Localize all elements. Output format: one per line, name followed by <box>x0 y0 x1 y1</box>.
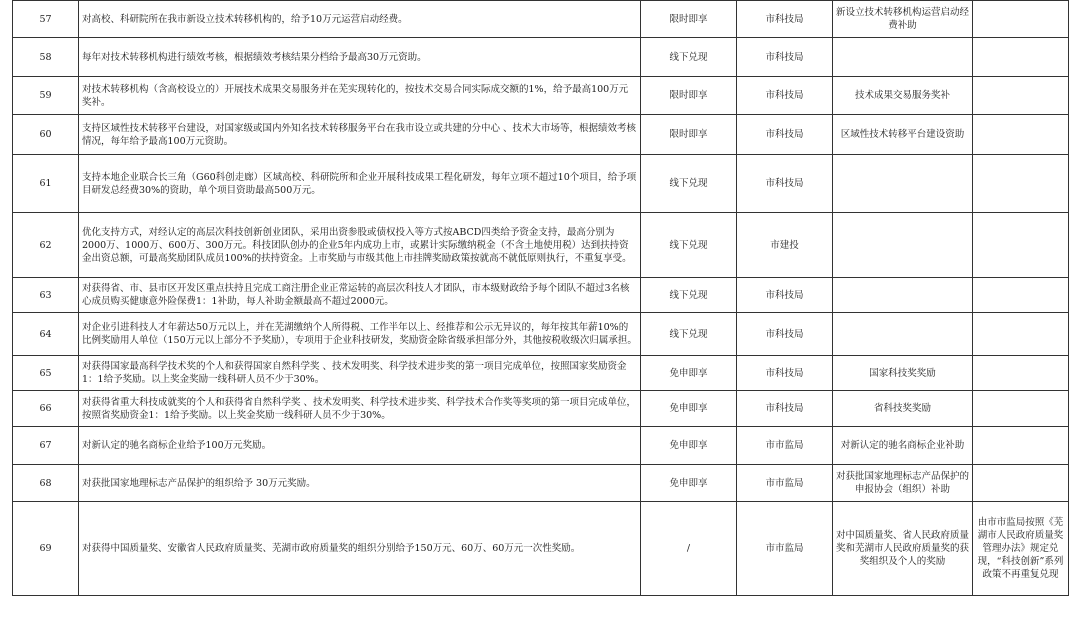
row-item-name <box>833 278 973 313</box>
row-note <box>973 391 1069 427</box>
table-row <box>13 115 1069 155</box>
row-note <box>973 77 1069 115</box>
row-note <box>973 38 1069 77</box>
row-department: 市市监局 <box>737 427 833 465</box>
row-note <box>973 427 1069 465</box>
row-number: 63 <box>13 278 79 313</box>
table-row <box>13 38 1069 77</box>
row-number: 61 <box>13 155 79 213</box>
row-note <box>973 278 1069 313</box>
row-number: 60 <box>13 115 79 155</box>
row-note <box>973 313 1069 356</box>
row-mode: 限时即享 <box>641 1 737 38</box>
row-number: 59 <box>13 77 79 115</box>
row-number: 66 <box>13 391 79 427</box>
row-description: 对获得国家最高科学技术奖的个人和获得国家自然科学奖 、技术发明奖、科学技术进步奖的第一项目完成单位，按照国家奖励资金1：1给予奖励。以上奖金奖励一线科研人员不少于30%。 <box>79 356 641 391</box>
row-note <box>973 155 1069 213</box>
row-mode: 线下兑现 <box>641 313 737 356</box>
row-department: 市科技局 <box>737 155 833 213</box>
row-description: 对技术转移机构（含高校设立的）开展技术成果交易服务并在芜实现转化的，按技术交易合同实际成交额的1%，给予最高100万元奖补。 <box>79 77 641 115</box>
row-department: 市市监局 <box>737 502 833 596</box>
row-number: 57 <box>13 1 79 38</box>
row-item-name: 技术成果交易服务奖补 <box>833 77 973 115</box>
row-mode: 线下兑现 <box>641 155 737 213</box>
row-item-name <box>833 38 973 77</box>
row-note <box>973 213 1069 278</box>
row-description: 对获批国家地理标志产品保护的组织给予 30万元奖励。 <box>79 465 641 502</box>
table-row <box>13 427 1069 465</box>
row-description: 支持本地企业联合长三角（G60科创走廊）区域高校、科研院所和企业开展科技成果工程化研发，每年立项不超过10个项目，给予项目研发总经费30%的资助，单个项目资助最高500万元。 <box>79 155 641 213</box>
row-mode: 线下兑现 <box>641 213 737 278</box>
row-item-name <box>833 313 973 356</box>
row-item-name: 对新认定的驰名商标企业补助 <box>833 427 973 465</box>
table-row <box>13 278 1069 313</box>
row-mode: 限时即享 <box>641 115 737 155</box>
row-number: 68 <box>13 465 79 502</box>
row-number: 67 <box>13 427 79 465</box>
row-description: 对新认定的驰名商标企业给予100万元奖励。 <box>79 427 641 465</box>
row-item-name: 国家科技奖奖励 <box>833 356 973 391</box>
table-row <box>13 77 1069 115</box>
table-row <box>13 1 1069 38</box>
row-item-name: 新设立技术转移机构运营启动经费补助 <box>833 1 973 38</box>
row-department: 市科技局 <box>737 38 833 77</box>
row-number: 65 <box>13 356 79 391</box>
row-note: 由市市监局按照《芜湖市人民政府质量奖管理办法》规定兑现，“科技创新”系列政策不再重复兑现 <box>973 502 1069 596</box>
policy-table <box>12 0 1069 596</box>
row-description: 对高校、科研院所在我市新设立技术转移机构的，给予10万元运营启动经费。 <box>79 1 641 38</box>
row-item-name: 省科技奖奖励 <box>833 391 973 427</box>
row-number: 58 <box>13 38 79 77</box>
table-row <box>13 213 1069 278</box>
row-description: 每年对技术转移机构进行绩效考核，根据绩效考核结果分档给予最高30万元资助。 <box>79 38 641 77</box>
row-number: 62 <box>13 213 79 278</box>
row-mode: / <box>641 502 737 596</box>
table-row <box>13 502 1069 596</box>
row-item-name: 区域性技术转移平台建设资助 <box>833 115 973 155</box>
row-mode: 免申即享 <box>641 391 737 427</box>
row-note <box>973 356 1069 391</box>
row-number: 64 <box>13 313 79 356</box>
row-mode: 免申即享 <box>641 427 737 465</box>
row-item-name: 对中国质量奖、省人民政府质量奖和芜湖市人民政府质量奖的获奖组织及个人的奖励 <box>833 502 973 596</box>
table-row <box>13 356 1069 391</box>
row-department: 市科技局 <box>737 77 833 115</box>
row-number: 69 <box>13 502 79 596</box>
row-department: 市科技局 <box>737 356 833 391</box>
row-description: 对获得省、市、县市区开发区重点扶持且完成工商注册企业正常运转的高层次科技人才团队，市本级财政给予每个团队不超过3名核心成员购买健康意外险保费1：1补助，每人补助金额最高不超过2000元。 <box>79 278 641 313</box>
row-note <box>973 1 1069 38</box>
row-department: 市科技局 <box>737 1 833 38</box>
row-mode: 线下兑现 <box>641 278 737 313</box>
row-mode: 免申即享 <box>641 465 737 502</box>
row-department: 市科技局 <box>737 391 833 427</box>
row-department: 市科技局 <box>737 313 833 356</box>
row-department: 市市监局 <box>737 465 833 502</box>
row-item-name: 对获批国家地理标志产品保护的申报协会（组织）补助 <box>833 465 973 502</box>
row-mode: 免申即享 <box>641 356 737 391</box>
row-mode: 线下兑现 <box>641 38 737 77</box>
row-description: 对获得中国质量奖、安徽省人民政府质量奖、芜湖市政府质量奖的组织分别给予150万元、60万、60万元一次性奖励。 <box>79 502 641 596</box>
row-description: 对企业引进科技人才年薪达50万元以上，并在芜湖缴纳个人所得税、工作半年以上、经推荐和公示无异议的，每年按其年薪10%的比例奖励用人单位（150万元以上部分不予奖励），专项用于企业科技研发，奖励资金除省级承担部分外，其他按税收级次归属承担。 <box>79 313 641 356</box>
row-note <box>973 465 1069 502</box>
row-department: 市科技局 <box>737 115 833 155</box>
table-row <box>13 313 1069 356</box>
table-row <box>13 391 1069 427</box>
row-mode: 限时即享 <box>641 77 737 115</box>
row-item-name <box>833 213 973 278</box>
row-department: 市建投 <box>737 213 833 278</box>
row-description: 优化支持方式，对经认定的高层次科技创新创业团队，采用出资参股或债权投入等方式按ABCD四类给予资金支持，最高分别为2000万、1000万、600万、300万元。科技团队创办的企业5年内成功上市，或累计实际缴纳税金（不含土地使用税）达到扶持资金出资总额，可最高奖励团队成员100%的扶持资金。上市奖励与市级其他上市挂牌奖励政策按就高不就低原则执行，不重复享受。 <box>79 213 641 278</box>
table-row <box>13 465 1069 502</box>
row-description: 对获得省重大科技成就奖的个人和获得省自然科学奖 、技术发明奖、科学技术进步奖、科学技术合作奖等奖项的第一项目完成单位，按照省奖励资金1：1给予奖励。以上奖金奖励一线科研人员不少于30%。 <box>79 391 641 427</box>
table-row <box>13 155 1069 213</box>
row-description: 支持区域性技术转移平台建设，对国家级或国内外知名技术转移服务平台在我市设立或共建的分中心 、技术大市场等，根据绩效考核情况，每年给予最高100万元资助。 <box>79 115 641 155</box>
row-note <box>973 115 1069 155</box>
row-item-name <box>833 155 973 213</box>
row-department: 市科技局 <box>737 278 833 313</box>
